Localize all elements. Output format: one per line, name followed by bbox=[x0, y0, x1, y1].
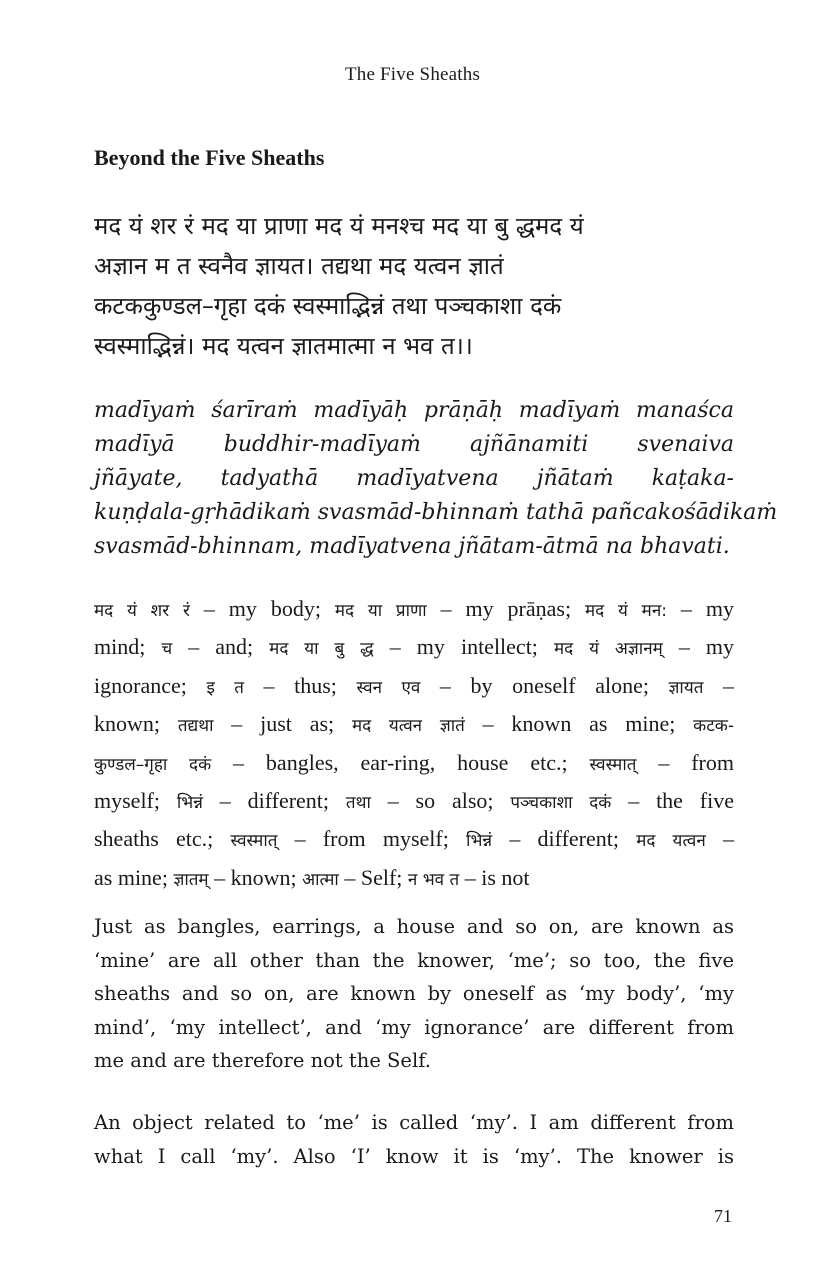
transliteration-line: svasmād-bhinnam, madīyatvena jñātam-ātmā na bhavati. bbox=[94, 534, 730, 559]
running-head: The Five Sheaths bbox=[344, 64, 481, 85]
glossary-meaning: – thus; bbox=[243, 672, 357, 698]
glossary-meaning-part: – my bbox=[662, 634, 734, 660]
glossary-term: भिन्नं bbox=[466, 831, 493, 852]
glossary-term: मद या बु द्ध bbox=[269, 639, 374, 660]
glossary-line bbox=[94, 745, 734, 783]
glossary-meaning: – my prāṇas; bbox=[426, 596, 585, 621]
paragraph-line: An object related to ‘me’ is called ‘my’. I am different from bbox=[94, 1111, 734, 1134]
glossary-line bbox=[94, 629, 734, 667]
transliteration-line: kuṇḍala-gṛhādikaṁ svasmād-bhinnaṁ tathā pañcakośādikaṁ bbox=[94, 500, 778, 525]
paragraph-line: sheaths and so on, are known by oneself as ‘my body’, ‘my bbox=[94, 982, 734, 1005]
glossary-meaning: – and; bbox=[172, 634, 270, 660]
sanskrit-verse bbox=[94, 206, 734, 366]
glossary-line bbox=[94, 821, 734, 859]
glossary-meaning-part: sheaths etc.; bbox=[94, 826, 231, 852]
glossary-meaning-part: myself; bbox=[94, 788, 177, 814]
glossary-term: मद या प्राणा bbox=[334, 601, 427, 621]
glossary-meaning-part: – from bbox=[636, 749, 734, 775]
glossary-term: मद यं अज्ञानम् bbox=[553, 639, 663, 660]
glossary-meaning-part: ignorance; bbox=[94, 672, 207, 698]
glossary-meaning: – my body; bbox=[189, 596, 335, 621]
glossary-meaning-part: – my bbox=[667, 596, 734, 621]
glossary-term: आत्मा bbox=[302, 869, 339, 890]
transliteration-line: madīyaṁ śarīraṁ madīyāḥ prāṇāḥ madīyaṁ manaśca bbox=[94, 398, 734, 423]
glossary-meaning: – just as; bbox=[213, 711, 352, 737]
paragraph-line: mind’, ‘my intellect’, and ‘my ignorance’ are different from bbox=[94, 1015, 734, 1039]
paragraph-line: Just as bangles, earrings, a house and so on, are known as bbox=[94, 915, 734, 938]
glossary-term: मद यं मन: bbox=[585, 601, 668, 621]
glossary-term: तद्यथा bbox=[177, 716, 214, 737]
glossary-line bbox=[94, 706, 734, 744]
glossary-meaning: – Self; bbox=[338, 864, 408, 890]
transliteration-line: jñāyate, tadyathā madīyatvena jñātaṁ kaṭaka- bbox=[94, 466, 734, 491]
verse-line: कटककुण्डल–गृहा दकं स्वस्माद्भिन्नं तथा पञ्चकाशा दकं bbox=[94, 292, 562, 320]
glossary-term: च bbox=[161, 639, 173, 660]
transliteration bbox=[94, 394, 778, 564]
glossary-term: इ त bbox=[206, 677, 244, 698]
verse-line: अज्ञान म त स्वनैव ज्ञायत। तद्यथा मद यत्वन ज्ञातं bbox=[94, 252, 504, 280]
glossary-line bbox=[94, 783, 734, 821]
glossary-term: ज्ञायत bbox=[668, 677, 704, 698]
glossary-line bbox=[94, 668, 734, 706]
glossary-meaning-part: – bbox=[703, 672, 734, 698]
glossary-line bbox=[94, 860, 734, 898]
glossary-term: मद यत्वन ज्ञातं bbox=[351, 716, 465, 737]
glossary-term: स्वस्मात् bbox=[589, 754, 637, 775]
glossary-meaning: – by oneself alone; bbox=[420, 672, 669, 698]
glossary-meaning: – known as mine; bbox=[464, 711, 694, 737]
glossary-meaning-part: known; bbox=[94, 711, 178, 737]
page-number: 71 bbox=[714, 1206, 732, 1226]
glossary-meaning-part: – bbox=[705, 826, 734, 852]
paragraph-line: what I call ‘my’. Also ‘I’ know it is ‘my’. The knower is bbox=[94, 1144, 734, 1168]
glossary-term: स्वन एव bbox=[356, 677, 421, 698]
glossary-term: स्वस्मात् bbox=[230, 831, 278, 852]
section-heading: Beyond the Five Sheaths bbox=[94, 145, 325, 170]
paragraph-line: me and are therefore not the Self. bbox=[94, 1049, 431, 1072]
verse-line: मद यं शर रं मद या प्राणा मद यं मनश्च मद या बु द्धमद यं bbox=[94, 212, 584, 240]
glossary-term: तथा bbox=[345, 793, 371, 814]
transliteration-line: madīyā buddhir-madīyaṁ ajñānamiti svenaiva bbox=[94, 432, 734, 457]
glossary-term: मद यत्वन bbox=[636, 831, 706, 852]
verse-line: स्वस्माद्भिन्नं। मद यत्वन ज्ञातमात्मा न भव त।। bbox=[94, 332, 473, 360]
glossary-meaning: – my intellect; bbox=[373, 634, 554, 660]
glossary-line bbox=[94, 591, 734, 629]
glossary-term-part: कटक- bbox=[693, 716, 734, 737]
glossary-meaning: – is not bbox=[459, 864, 530, 890]
glossary-meaning-part: as mine; bbox=[94, 864, 174, 890]
glossary-meaning-part: – the five bbox=[611, 788, 734, 814]
commentary-paragraph bbox=[94, 910, 734, 1078]
glossary-meaning: – bangles, ear-ring, house etc.; bbox=[211, 749, 590, 775]
glossary-term: मद यं शर रं bbox=[94, 601, 190, 621]
glossary-meaning: – known; bbox=[208, 864, 303, 890]
paragraph-line: ‘mine’ are all other than the knower, ‘me’; so too, the five bbox=[94, 948, 734, 972]
glossary-term: ज्ञातम् bbox=[173, 869, 209, 890]
glossary-term: न भव त bbox=[407, 869, 460, 890]
glossary-meaning: – different; bbox=[492, 826, 637, 852]
word-glossary bbox=[94, 591, 734, 898]
glossary-meaning: – different; bbox=[202, 788, 346, 814]
commentary-paragraph bbox=[94, 1106, 734, 1173]
glossary-meaning: – from myself; bbox=[277, 826, 467, 852]
glossary-term-part: कुण्डल–गृहा दकं bbox=[94, 754, 212, 775]
glossary-term: पञ्चकाशा दकं bbox=[510, 793, 612, 814]
glossary-meaning: – so also; bbox=[370, 788, 511, 814]
glossary-term: भिन्नं bbox=[176, 793, 203, 814]
glossary-meaning-part: mind; bbox=[94, 634, 162, 660]
